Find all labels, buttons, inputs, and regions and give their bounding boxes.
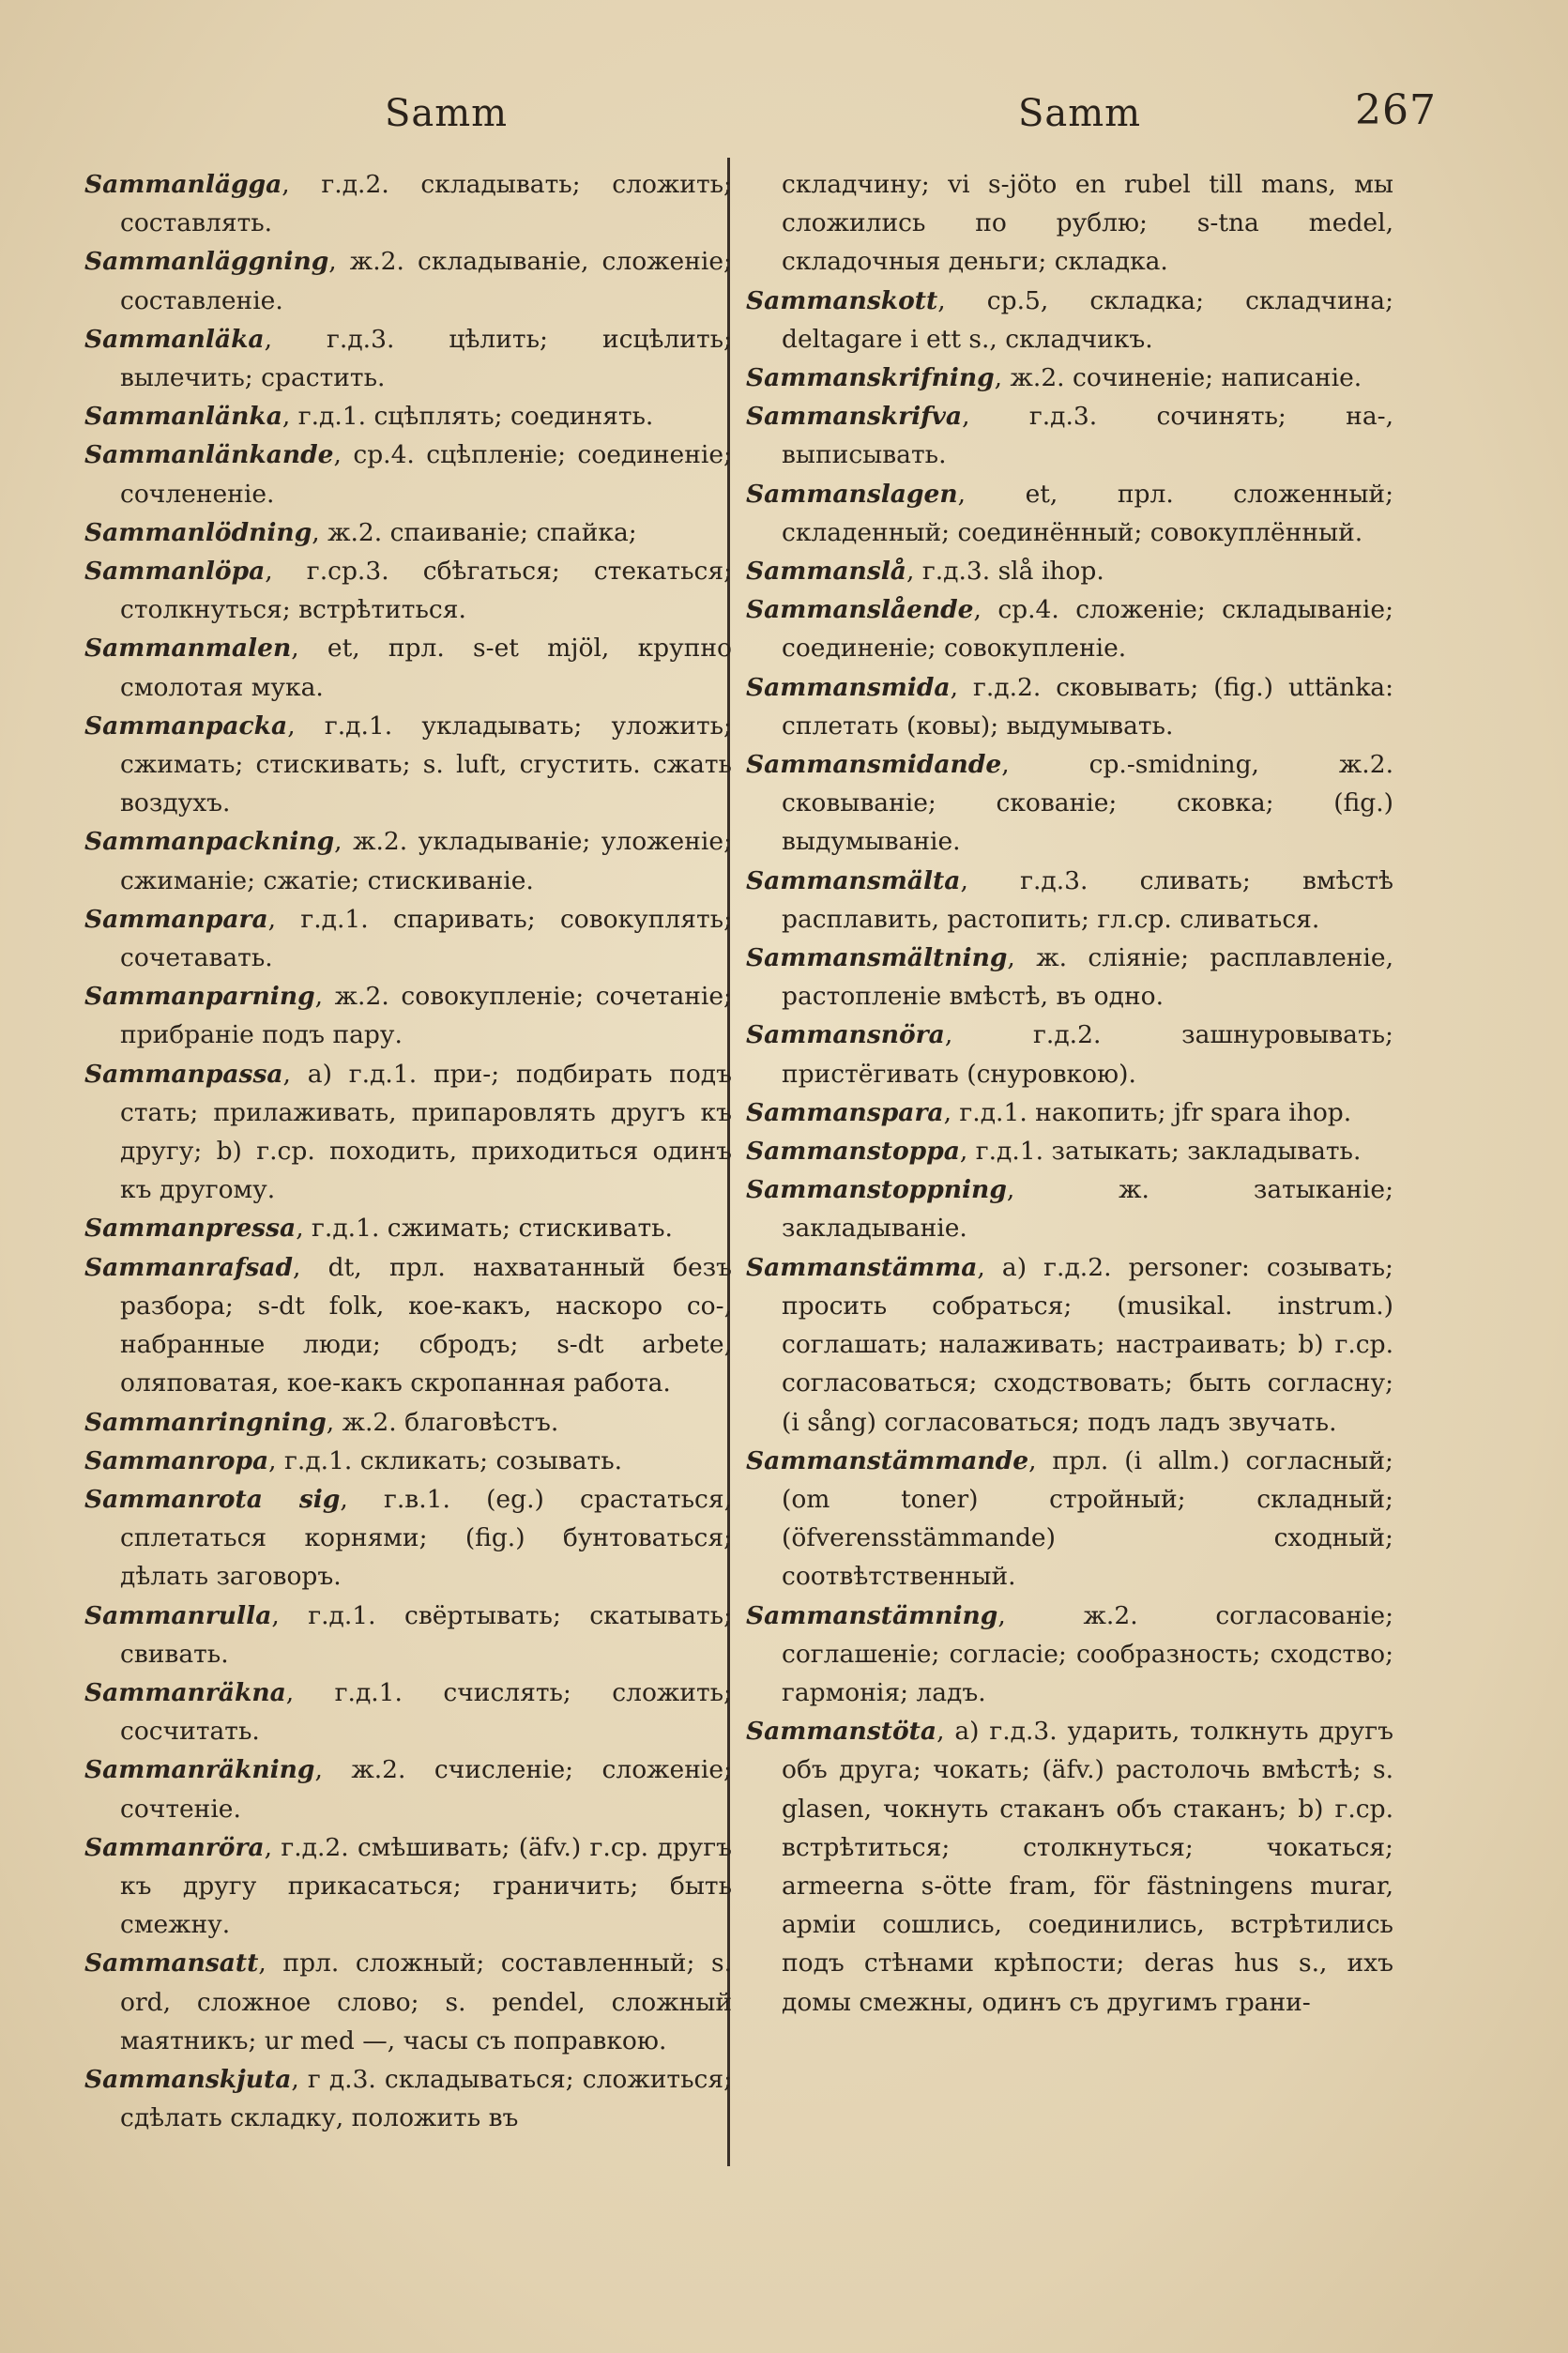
entry-headword: Sammanstämmande [746, 1445, 1029, 1475]
entry-headword: Sammanlägga [84, 170, 282, 199]
dictionary-entry [84, 629, 732, 706]
entry-headword: Sammanpara [84, 904, 268, 934]
entry-headword: Sammanrafsad [84, 1252, 293, 1282]
dictionary-entry [84, 977, 732, 1054]
dictionary-entry [746, 1132, 1393, 1170]
entry-definition: , г.д.3. сочинять; на-, выписывать. [782, 402, 1393, 470]
entry-definition: , г.д.1. укладывать; уложить; сжимать; стискивать; s. luft, сгустить. сжать воздухъ. [120, 710, 732, 818]
dictionary-entry [84, 1828, 732, 1945]
entry-definition: , прл. (i allm.) согласный; (om toner) стройный; складный; (öfverensstämmande) сходный; соотвѣтственный. [782, 1445, 1393, 1592]
entry-definition: , a) г.д.3. ударить, толкнуть другъ объ друга; чокать; (äfv.) растолочь вмѣстѣ; s. glasen, чокнуть стаканъ объ стаканъ; b) г.ср. встрѣтиться; столкнуться; чокаться; armeerna s-ötte fram, för fästningens murar, арміи сошлись, соединились, встрѣтились подъ стѣнами крѣпости; deras hus s., ихъ домы смежны, одинъ съ другимъ грани- [782, 1717, 1393, 2017]
dictionary-entry [746, 1016, 1393, 1092]
entry-definition: , ж.2. совокупленіе; сочетаніе; прибраніе подъ пару. [120, 982, 732, 1050]
entry-headword: Sammanpassa [84, 1059, 283, 1089]
entry-definition: , г.д.2. смѣшивать; (äfv.) г.ср. другъ къ другу прикасаться; граничить; быть смежну. [120, 1832, 732, 1940]
entry-headword: Sammanstoppa [746, 1137, 960, 1167]
dictionary-entry [84, 2060, 732, 2137]
entry-headword: Sammanslående [746, 595, 974, 625]
entry-headword: Sammanrota sig [84, 1484, 341, 1514]
entry-headword: Sammanropa [84, 1445, 269, 1475]
entry-definition: , прл. сложный; составленный; s. ord, сложное слово; s. pendel, сложный маятникъ; ur med —, часы съ поправкою. [120, 1948, 732, 2055]
dictionary-entry [746, 1597, 1393, 1713]
entry-definition: , г.д.1. счислять; сложить; сосчитать. [120, 1677, 732, 1747]
entry-definition: , a) г.д.1. при-; подбирать подъ стать; прилаживать, припаровлять другъ къ другу; b) г.ср. походить, приходиться одинъ къ другому. [120, 1059, 732, 1205]
entry-definition: , г.д.1. накопить; jfr spara ihop. [943, 1097, 1352, 1127]
entry-definition: , ж.2. укладываніе; уложеніе; сжиманіе; сжатіе; стискиваніе. [120, 827, 732, 895]
entry-headword: Sammansmida [746, 672, 951, 702]
entry-definition: , ж.2. сочиненіе; написаніе. [994, 363, 1362, 393]
dictionary-entry [84, 1597, 732, 1673]
entry-definition: , г.д.1. свёртывать; скатывать; свивать. [120, 1600, 732, 1669]
dictionary-entry [84, 1209, 732, 1247]
header-right-word: Samm [1018, 92, 1142, 135]
entry-definition: складчину; vi s-jöto en rubel till mans, мы сложились по рублю; s-tna medel, складочныя деньги; складка. [782, 170, 1393, 277]
entry-definition: , г.д.1. скликать; созывать. [268, 1445, 623, 1475]
dictionary-entry [746, 1093, 1393, 1132]
dictionary-entry [84, 1750, 732, 1827]
dictionary-entry [746, 552, 1393, 590]
dictionary-entry [84, 1248, 732, 1403]
entry-definition: , ср.4. сложеніе; складываніе; соединеніе; совокупленіе. [782, 595, 1393, 664]
entry-definition: , ж. затыканіе; закладываніе. [782, 1175, 1393, 1244]
entry-headword: Sammansmältning [746, 943, 1008, 973]
dictionary-entry [84, 242, 732, 319]
entry-definition: , ж.2. благовѣстъ. [326, 1407, 559, 1437]
entry-definition: , г.д.1. затыкать; закладывать. [959, 1137, 1362, 1167]
entry-definition: , ср.-smidning, ж.2. сковываніе; скованіе; сковка; (fig.) выдумываніе. [782, 750, 1393, 857]
dictionary-entry [746, 1248, 1393, 1442]
entry-headword: Sammanstoppning [746, 1175, 1007, 1205]
entry-definition: , ж.2. спаиваніе; спайка; [312, 517, 637, 547]
entry-headword: Sammanstöta [746, 1717, 937, 1747]
entry-headword: Sammanskott [746, 285, 938, 315]
entry-definition: , ср.4. сцѣпленіе; соединеніе; сочлененіе. [120, 440, 732, 509]
entry-headword: Sammanspara [746, 1097, 944, 1127]
entry-definition: , ж.2. счисленіе; сложеніе; сочтеніе. [120, 1755, 732, 1824]
entry-headword: Sammanstämning [746, 1600, 998, 1630]
dictionary-entry [746, 1712, 1393, 2022]
dictionary-entry [84, 513, 732, 552]
dictionary-entry [84, 1480, 732, 1597]
dictionary-entry [84, 822, 732, 899]
entry-headword: Sammanpacka [84, 710, 288, 741]
entry-definition: , г.д.1. сцѣплять; соединять. [282, 402, 654, 432]
entry-headword: Sammansnöra [746, 1020, 945, 1050]
entry-headword: Sammansmälta [746, 865, 961, 895]
dictionary-entry [746, 862, 1393, 939]
entry-definition: , г.д.3. цѣлить; исцѣлить; вылечить; срастить. [120, 324, 732, 393]
entry-headword: Sammanringning [84, 1407, 327, 1437]
entry-definition: , г.д.3. сливать; вмѣстѣ расплавить, растопить; гл.ср. сливаться. [782, 865, 1393, 934]
entry-headword: Sammanskrifning [746, 363, 995, 393]
dictionary-entry [84, 1673, 732, 1750]
entry-headword: Sammanpackning [84, 827, 335, 857]
dictionary-entry [84, 1442, 732, 1480]
entry-headword: Sammanräkning [84, 1755, 315, 1785]
dictionary-entry [84, 435, 732, 512]
entry-definition: , г.д.2. зашнуровывать; пристёгивать (снуровкою). [782, 1020, 1393, 1089]
header-left-word: Samm [385, 92, 509, 135]
entry-definition: , a) г.д.2. personer: созывать; просить собраться; (musikal. instrum.) соглашать; налаживать; настраивать; b) г.ср. согласоваться; сходствовать; быть согласну; (i sång) согласоваться; подъ ладъ звучать. [782, 1252, 1393, 1437]
entry-headword: Sammanskrifva [746, 402, 963, 432]
entry-definition: , г.в.1. (eg.) срастаться, сплетаться корнями; (fig.) бунтоваться; дѣлать заговоръ. [120, 1484, 732, 1592]
entry-definition: , г.д.1. спаривать; совокуплять; сочетавать. [120, 904, 732, 973]
dictionary-entry [746, 165, 1393, 282]
dictionary-entry [84, 1944, 732, 2060]
entry-definition: , г.ср.3. сбѣгаться; стекаться; столкнуться; встрѣтиться. [120, 557, 732, 625]
entry-headword: Sammanstämma [746, 1252, 978, 1282]
dictionary-entry [84, 320, 732, 397]
entry-definition: , г.д.2. складывать; сложить; составлять. [120, 170, 732, 238]
entry-headword: Sammanskjuta [84, 2064, 292, 2094]
entry-headword: Sammanlöpa [84, 557, 266, 587]
entry-headword: Sammanpressa [84, 1214, 297, 1244]
dictionary-entry [84, 397, 732, 435]
dictionary-entry [84, 1403, 732, 1442]
entry-headword: Sammanlänka [84, 402, 282, 432]
dictionary-entry [84, 900, 732, 977]
entry-definition: , г.д.2. сковывать; (fig.) uttänka: сплетать (ковы); выдумывать. [782, 672, 1393, 741]
dictionary-entry [746, 1170, 1393, 1247]
entry-headword: Sammanräkna [84, 1677, 286, 1707]
page-header [84, 86, 1484, 143]
entry-headword: Sammanläggning [84, 247, 329, 277]
entry-definition: , г.д.1. сжимать; стискивать. [296, 1214, 673, 1244]
entry-headword: Sammanlänkande [84, 440, 334, 470]
entry-definition: , ж.2. складываніе, сложеніе; составленіе. [120, 247, 732, 315]
left-column [84, 165, 732, 2137]
entry-headword: Sammanlödning [84, 517, 312, 547]
right-column [746, 165, 1393, 2022]
dictionary-entry [746, 397, 1393, 474]
dictionary-entry [746, 668, 1393, 745]
dictionary-entry [746, 590, 1393, 667]
dictionary-entry [84, 552, 732, 629]
page-number: 267 [1355, 86, 1437, 134]
dictionary-entry [746, 1442, 1393, 1597]
entry-definition: , ж.2. согласованіе; соглашеніе; согласіе; сообразность; сходство; гармонія; ладъ. [782, 1600, 1393, 1707]
dictionary-entry [746, 359, 1393, 397]
dictionary-entry [746, 745, 1393, 862]
entry-headword: Sammanparning [84, 982, 315, 1012]
dictionary-entry [746, 939, 1393, 1016]
entry-headword: Sammansatt [84, 1948, 259, 1979]
dictionary-entry [84, 1055, 732, 1210]
entry-definition: , et, прл. сложенный; складенный; соединённый; совокуплённый. [782, 479, 1393, 547]
entry-definition: , г д.3. складываться; сложиться; сдѣлать складку, положить въ [120, 2064, 732, 2133]
entry-definition: , ж. сліяніе; расплавленіе, растопленіе вмѣстѣ, въ одно. [782, 943, 1393, 1012]
dictionary-entry [84, 165, 732, 242]
entry-definition: , dt, прл. нахватанный безъ разбора; s-dt folk, кое-какъ, наскоро со-, набранные люди; сбродъ; s-dt arbete, оляповатая, кое-какъ скропанная работа. [120, 1252, 732, 1398]
entry-headword: Sammanläka [84, 324, 265, 354]
entry-definition: , г.д.3. slå ihop. [906, 557, 1104, 587]
dictionary-entry [84, 707, 732, 823]
entry-headword: Sammansmidande [746, 750, 1002, 780]
entry-definition: , ср.5, складка; складчина; deltagare i ett s., складчикъ. [782, 285, 1393, 354]
entry-headword: Sammanslå [746, 557, 906, 587]
entry-headword: Sammanmalen [84, 634, 292, 664]
entry-definition: , et, прл. s-et mjöl, крупно смолотая мука. [120, 634, 732, 702]
entry-headword: Sammanröra [84, 1832, 265, 1862]
entry-headword: Sammanrulla [84, 1600, 272, 1630]
dictionary-entry [746, 282, 1393, 359]
entry-headword: Sammanslagen [746, 479, 958, 509]
dictionary-entry [746, 475, 1393, 552]
